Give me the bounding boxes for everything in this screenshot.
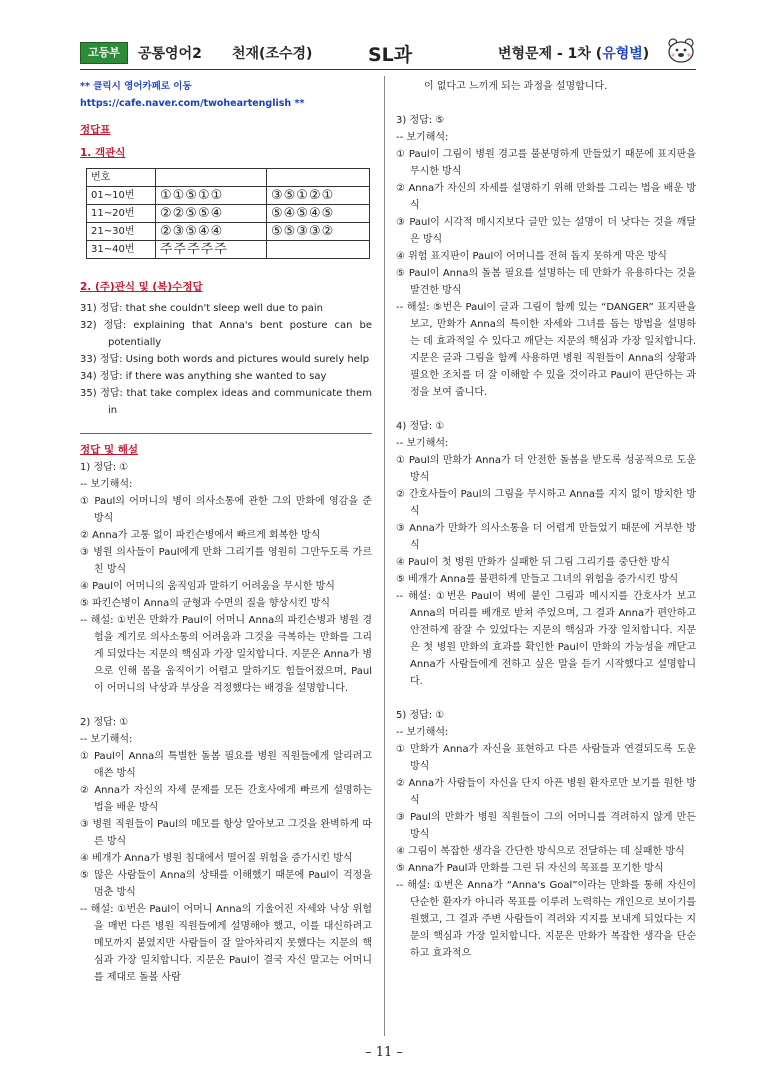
option-item: ④ Paul이 첫 병원 만화가 실패한 뒤 그림 그리기를 중단한 방식 bbox=[396, 557, 671, 568]
subjective-answer: 31) 정답: that she couldn't sleep well due to pain bbox=[80, 303, 324, 314]
table-row bbox=[87, 241, 370, 259]
page-number: – 11 – bbox=[365, 1045, 403, 1060]
subjective-heading: 2. (주)관식 및 (복)수정답 bbox=[80, 281, 203, 293]
textbook-title: 천재(조수경) bbox=[232, 46, 313, 62]
option-item: ⑤ Anna가 Paul과 만화를 그린 뒤 자신의 목표를 포기한 방식 bbox=[396, 863, 664, 874]
explanation-text: -- 해설: ①번은 Anna가 “Anna's Goal”이라는 만화를 통해 자신이 단순한 환자가 아니라 목표를 이루려 노력하는 개인으로 보이기를 원했고, 그 결과 주변 사람들이 격려와 지지를 보내게 되었다는 지문의 핵심과 가장 일치합니다. 지문은 만화가 복잡한 생각을 단순하고 효과적으 bbox=[396, 880, 696, 959]
table-header-row bbox=[87, 169, 370, 187]
table-cell: ⑤⑤③③② bbox=[267, 223, 370, 241]
table-cell: 01~10번 bbox=[87, 187, 156, 205]
option-item: ② 간호사들이 Paul의 그림을 무시하고 Anna를 지지 없이 방치한 방식 bbox=[396, 489, 696, 517]
option-item: ① Paul의 만화가 Anna가 더 안전한 돌봄을 받도록 성공적으로 도운 방식 bbox=[396, 455, 696, 483]
options-label: -- 보기해석: bbox=[396, 727, 449, 738]
answer-line: 5) 정답: ① bbox=[396, 710, 445, 721]
table-cell: 21~30번 bbox=[87, 223, 156, 241]
cafe-link[interactable]: ** 클릭시 영어카페로 이동 https://cafe.naver.com/twoheartenglish ** bbox=[80, 81, 305, 109]
options-label: -- 보기해석: bbox=[396, 132, 449, 143]
explanation-text: -- 해설: ⑤번은 Paul이 글과 그림이 함께 있는 “DANGER” 표지판을 보고, 만화가 Anna의 특이한 자세와 그녀를 돕는 방법을 설명하는 데 효과적일 수 있다고 깨닫는 지문의 핵심과 가장 일치합니다. 지문은 글과 그림을 함께 사용하면 병원 직원들이 Anna의 상황과 필요한 조치를 더 잘 이해할 수 있을 것이라고 Paul이 판단하는 과정을 보여 줍니다. bbox=[396, 302, 696, 398]
question-block-5 bbox=[396, 707, 696, 962]
question-block-3 bbox=[396, 112, 696, 401]
subjective-answer: 35) 정답: that take complex ideas and communicate them in bbox=[80, 388, 372, 416]
option-item: ② Anna가 사람들이 자신을 단지 아픈 병원 환자로만 보기를 원한 방식 bbox=[396, 778, 696, 806]
table-row bbox=[87, 187, 370, 205]
subjective-answer: 33) 정답: Using both words and pictures would surely help bbox=[80, 354, 370, 365]
subjective-answer: 32) 정답: explaining that Anna's bent posture can be potentially bbox=[80, 320, 372, 348]
section-divider bbox=[80, 433, 372, 434]
subjective-answer: 34) 정답: if there was anything she wanted to say bbox=[80, 371, 327, 382]
option-item: ① Paul이 Anna의 특별한 돌봄 필요를 병원 직원들에게 알리려고 애쓴 방식 bbox=[80, 751, 372, 779]
right-column bbox=[396, 78, 696, 962]
question-block-1 bbox=[80, 459, 372, 697]
table-cell: ②③⑤④④ bbox=[156, 223, 267, 241]
option-item: ④ 그림이 복잡한 생각을 간단한 방식으로 전달하는 데 실패한 방식 bbox=[396, 846, 685, 857]
problem-type-title: 변형문제 - 1차 (유형별) bbox=[498, 46, 650, 62]
option-item: ⑤ 베개가 Anna를 불편하게 만들고 그녀의 위험을 증가시킨 방식 bbox=[396, 574, 679, 585]
options-label: -- 보기해석: bbox=[80, 734, 133, 745]
option-item: ⑤ 많은 사람들이 Anna의 상태를 이해했기 때문에 Paul이 걱정을 멈춘 방식 bbox=[80, 870, 372, 898]
option-item: ④ 위험 표지판이 Paul이 어머니를 전혀 돕지 못하게 막은 방식 bbox=[396, 251, 667, 262]
table-cell: 주주주주주 bbox=[156, 241, 267, 259]
table-cell: ②②⑤⑤④ bbox=[156, 205, 267, 223]
table-cell: ①①⑤①① bbox=[156, 187, 267, 205]
answer-table bbox=[86, 168, 370, 259]
table-cell bbox=[267, 241, 370, 259]
table-cell: 11~20번 bbox=[87, 205, 156, 223]
table-cell: ③⑤①②① bbox=[267, 187, 370, 205]
column-divider bbox=[384, 76, 385, 1036]
answer-line: 1) 정답: ① bbox=[80, 462, 129, 473]
explanation-text: -- 해설: ①번은 만화가 Paul이 어머니 Anna의 파킨슨병과 병원 경험을 계기로 의사소통의 어려움과 그것을 극복하는 만화를 그리게 되었다는 지문의 핵심과 가장 일치합니다. 지문은 Anna가 병으로 인해 몸을 움직이기 어렵고 말하기도 힘들어졌으며, Paul이 어머니의 낙상과 부상을 걱정했다는 배경을 설명합니다. bbox=[80, 615, 372, 694]
table-row bbox=[87, 223, 370, 241]
option-item: ③ Paul의 만화가 병원 직원들이 그의 어머니를 격려하지 않게 만든 방식 bbox=[396, 812, 696, 840]
explanations-heading: 정답 및 해설 bbox=[80, 444, 139, 456]
option-item: ④ 베개가 Anna가 병원 침대에서 떨어질 위험을 증가시킨 방식 bbox=[80, 853, 353, 864]
header-rule bbox=[80, 69, 696, 70]
bear-mascot-icon bbox=[666, 36, 696, 64]
table-cell: 번호 bbox=[87, 169, 156, 187]
option-item: ① Paul이 그림이 병원 경고를 불분명하게 만들었기 때문에 표지판을 무시한 방식 bbox=[396, 149, 696, 177]
continued-explanation: 이 없다고 느끼게 되는 과정을 설명합니다. bbox=[424, 81, 608, 92]
option-item: ④ Paul이 어머니의 움직임과 말하기 어려움을 무시한 방식 bbox=[80, 581, 335, 592]
option-item: ③ 병원 의사들이 Paul에게 만화 그리기를 영원히 그만두도록 가르친 방식 bbox=[80, 547, 372, 575]
option-item: ⑤ 파킨슨병이 Anna의 균형과 수면의 질을 향상시킨 방식 bbox=[80, 598, 331, 609]
answer-line: 4) 정답: ① bbox=[396, 421, 445, 432]
options-label: -- 보기해석: bbox=[80, 479, 133, 490]
option-item: ③ Anna가 만화가 의사소통을 더 어렵게 만들었기 때문에 거부한 방식 bbox=[396, 523, 696, 551]
answer-table-title: 정답표 bbox=[80, 124, 111, 136]
table-cell: 31~40번 bbox=[87, 241, 156, 259]
grade-badge: 고등부 bbox=[80, 42, 128, 64]
table-cell bbox=[156, 169, 267, 187]
option-item: ① Paul의 어머니의 병이 의사소통에 관한 그의 만화에 영감을 준 방식 bbox=[80, 496, 372, 524]
explanation-text: -- 해설: ①번은 Paul이 어머니 Anna의 기울어진 자세와 낙상 위험을 매번 다른 병원 직원들에게 설명해야 했고, 이를 대신하려고 메모까지 붙였지만 사람들이 잘 알아차리지 못했다는 지문의 핵심과 가장 일치합니다. 지문은 Paul이 결국 자신 말고는 어머니를 제대로 돌볼 사람 bbox=[80, 904, 372, 983]
table-cell bbox=[267, 169, 370, 187]
page-header bbox=[80, 40, 690, 72]
option-item: ② Anna가 자신의 자세 문제를 모든 간호사에게 빠르게 설명하는 법을 배운 방식 bbox=[80, 785, 372, 813]
answer-line: 2) 정답: ① bbox=[80, 717, 129, 728]
table-row bbox=[87, 205, 370, 223]
left-column bbox=[80, 78, 372, 986]
answer-line: 3) 정답: ⑤ bbox=[396, 115, 445, 126]
subject-title: 공통영어2 bbox=[138, 46, 202, 62]
question-block-2 bbox=[80, 714, 372, 986]
option-item: ⑤ Paul이 Anna의 돌봄 필요를 설명하는 데 만화가 유용하다는 것을 발견한 방식 bbox=[396, 268, 696, 296]
lesson-title: SL과 bbox=[368, 44, 413, 66]
explanation-text: -- 해설: ①번은 Paul이 벽에 붙인 그림과 메시지를 간호사가 보고 Anna의 머리를 베개로 받쳐 주었으며, 그 결과 Anna가 편안하고 안전하게 잠잘 수 있었다는 지문의 핵심과 가장 일치합니다. 지문은 첫 병원 만화의 효과를 확인한 Paul이 만화의 가능성을 깨닫고 Anna가 사람들에게 전하고 싶은 말을 듣기 시작했다고 설명합니다. bbox=[396, 591, 696, 687]
option-item: ① 만화가 Anna가 자신을 표현하고 다른 사람들과 연결되도록 도운 방식 bbox=[396, 744, 696, 772]
option-item: ③ 병원 직원들이 Paul의 메모를 항상 알아보고 그것을 완벽하게 따른 방식 bbox=[80, 819, 372, 847]
option-item: ② Anna가 자신의 자세를 설명하기 위해 만화를 그리는 법을 배운 방식 bbox=[396, 183, 696, 211]
options-label: -- 보기해석: bbox=[396, 438, 449, 449]
question-block-4 bbox=[396, 418, 696, 690]
option-item: ② Anna가 고통 없이 파킨슨병에서 빠르게 회복한 방식 bbox=[80, 530, 321, 541]
objective-heading: 1. 객관식 bbox=[80, 147, 126, 159]
option-item: ③ Paul이 시각적 메시지보다 글만 있는 설명이 더 낫다는 것을 깨달은 방식 bbox=[396, 217, 696, 245]
table-cell: ⑤④⑤④⑤ bbox=[267, 205, 370, 223]
